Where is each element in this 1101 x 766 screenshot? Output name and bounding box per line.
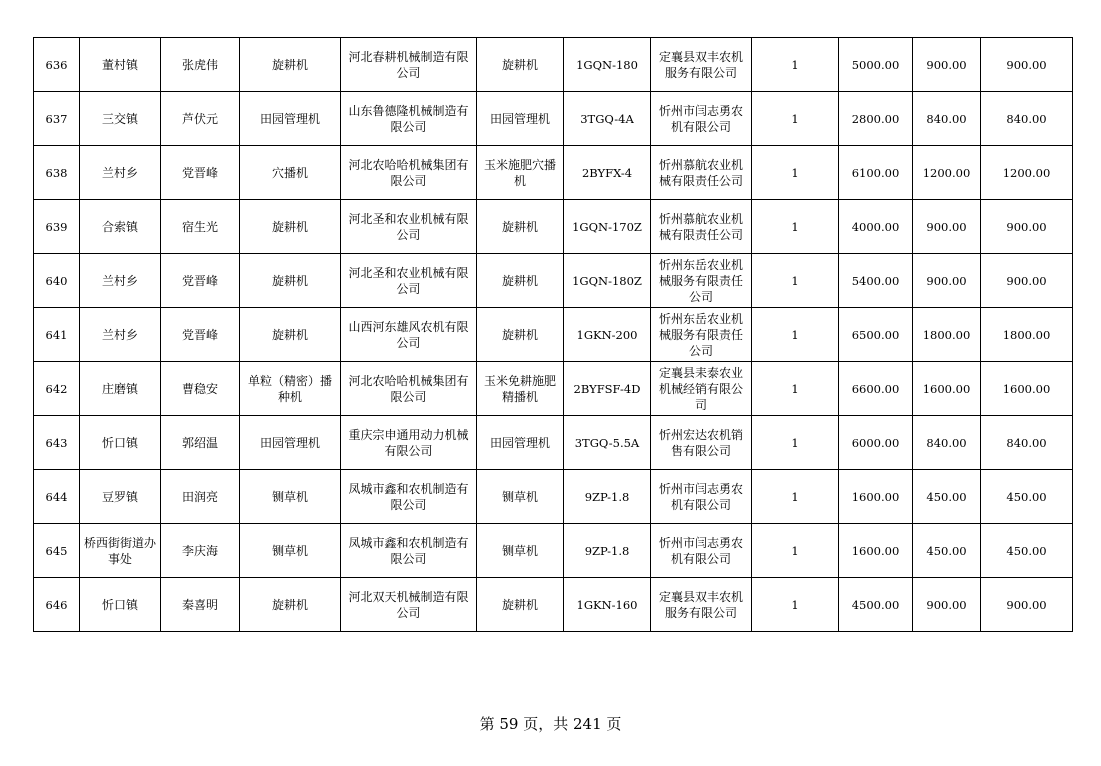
- cell-row-number: 645: [34, 524, 80, 578]
- cell-township: 董村镇: [80, 38, 161, 92]
- cell-subsidy-amount: 1200.00: [913, 146, 981, 200]
- cell-buyer-name: 郭绍温: [161, 416, 240, 470]
- cell-total-subsidy: 900.00: [981, 200, 1073, 254]
- cell-township: 三交镇: [80, 92, 161, 146]
- cell-machine-category: 单粒（精密）播种机: [240, 362, 341, 416]
- cell-quantity: 1: [752, 524, 839, 578]
- cell-model: 2BYFX-4: [564, 146, 651, 200]
- cell-model: 1GKN-160: [564, 578, 651, 632]
- cell-product-name: 铡草机: [477, 524, 564, 578]
- table-row: [34, 92, 1073, 146]
- cell-product-name: 旋耕机: [477, 200, 564, 254]
- cell-total-subsidy: 840.00: [981, 416, 1073, 470]
- cell-buyer-name: 李庆海: [161, 524, 240, 578]
- cell-quantity: 1: [752, 254, 839, 308]
- cell-quantity: 1: [752, 38, 839, 92]
- cell-subsidy-amount: 840.00: [913, 416, 981, 470]
- cell-machine-category: 旋耕机: [240, 308, 341, 362]
- cell-dealer: 忻州东岳农业机械服务有限责任公司: [651, 308, 752, 362]
- cell-machine-category: 铡草机: [240, 524, 341, 578]
- cell-sale-price: 6600.00: [839, 362, 913, 416]
- cell-subsidy-amount: 900.00: [913, 38, 981, 92]
- cell-row-number: 638: [34, 146, 80, 200]
- cell-model: 3TGQ-4A: [564, 92, 651, 146]
- cell-row-number: 642: [34, 362, 80, 416]
- table-row: [34, 200, 1073, 254]
- cell-subsidy-amount: 450.00: [913, 524, 981, 578]
- cell-product-name: 旋耕机: [477, 578, 564, 632]
- cell-buyer-name: 秦喜明: [161, 578, 240, 632]
- cell-total-subsidy: 450.00: [981, 524, 1073, 578]
- cell-township: 豆罗镇: [80, 470, 161, 524]
- cell-product-name: 田园管理机: [477, 92, 564, 146]
- cell-dealer: 忻州慕航农业机械有限责任公司: [651, 146, 752, 200]
- cell-township: 兰村乡: [80, 254, 161, 308]
- cell-quantity: 1: [752, 578, 839, 632]
- table-body: [34, 38, 1073, 632]
- cell-buyer-name: 田润亮: [161, 470, 240, 524]
- cell-sale-price: 1600.00: [839, 470, 913, 524]
- cell-machine-category: 旋耕机: [240, 578, 341, 632]
- cell-manufacturer: 河北春耕机械制造有限公司: [341, 38, 477, 92]
- cell-machine-category: 旋耕机: [240, 254, 341, 308]
- cell-row-number: 646: [34, 578, 80, 632]
- cell-quantity: 1: [752, 308, 839, 362]
- table-row: [34, 578, 1073, 632]
- cell-buyer-name: 张虎伟: [161, 38, 240, 92]
- page-footer: 第 59 页，共 241 页: [479, 715, 622, 733]
- cell-sale-price: 5000.00: [839, 38, 913, 92]
- cell-sale-price: 5400.00: [839, 254, 913, 308]
- cell-dealer: 定襄县耒泰农业机械经销有限公司: [651, 362, 752, 416]
- cell-dealer: 忻州市闫志勇农机有限公司: [651, 524, 752, 578]
- cell-total-subsidy: 900.00: [981, 578, 1073, 632]
- cell-machine-category: 旋耕机: [240, 200, 341, 254]
- cell-subsidy-amount: 900.00: [913, 200, 981, 254]
- cell-buyer-name: 芦伏元: [161, 92, 240, 146]
- table-row: [34, 416, 1073, 470]
- cell-township: 兰村乡: [80, 308, 161, 362]
- cell-model: 1GQN-180: [564, 38, 651, 92]
- cell-machine-category: 旋耕机: [240, 38, 341, 92]
- cell-subsidy-amount: 450.00: [913, 470, 981, 524]
- cell-sale-price: 6000.00: [839, 416, 913, 470]
- cell-manufacturer: 凤城市鑫和农机制造有限公司: [341, 524, 477, 578]
- cell-dealer: 定襄县双丰农机服务有限公司: [651, 38, 752, 92]
- cell-township: 桥西街街道办事处: [80, 524, 161, 578]
- cell-subsidy-amount: 1600.00: [913, 362, 981, 416]
- cell-quantity: 1: [752, 470, 839, 524]
- cell-manufacturer: 河北双天机械制造有限公司: [341, 578, 477, 632]
- cell-product-name: 玉米施肥穴播机: [477, 146, 564, 200]
- cell-total-subsidy: 1200.00: [981, 146, 1073, 200]
- cell-model: 1GKN-200: [564, 308, 651, 362]
- cell-quantity: 1: [752, 200, 839, 254]
- cell-machine-category: 穴播机: [240, 146, 341, 200]
- cell-dealer: 定襄县双丰农机服务有限公司: [651, 578, 752, 632]
- cell-model: 9ZP-1.8: [564, 524, 651, 578]
- cell-total-subsidy: 450.00: [981, 470, 1073, 524]
- cell-machine-category: 田园管理机: [240, 416, 341, 470]
- cell-total-subsidy: 900.00: [981, 38, 1073, 92]
- cell-buyer-name: 宿生光: [161, 200, 240, 254]
- table-row: [34, 38, 1073, 92]
- cell-product-name: 田园管理机: [477, 416, 564, 470]
- cell-sale-price: 4000.00: [839, 200, 913, 254]
- cell-manufacturer: 河北圣和农业机械有限公司: [341, 254, 477, 308]
- table-row: [34, 362, 1073, 416]
- cell-sale-price: 4500.00: [839, 578, 913, 632]
- cell-dealer: 忻州市闫志勇农机有限公司: [651, 92, 752, 146]
- cell-product-name: 旋耕机: [477, 254, 564, 308]
- cell-manufacturer: 河北圣和农业机械有限公司: [341, 200, 477, 254]
- cell-buyer-name: 党晋峰: [161, 146, 240, 200]
- table-row: [34, 524, 1073, 578]
- cell-row-number: 640: [34, 254, 80, 308]
- cell-sale-price: 1600.00: [839, 524, 913, 578]
- cell-row-number: 643: [34, 416, 80, 470]
- cell-row-number: 641: [34, 308, 80, 362]
- cell-township: 兰村乡: [80, 146, 161, 200]
- cell-product-name: 旋耕机: [477, 38, 564, 92]
- cell-subsidy-amount: 900.00: [913, 254, 981, 308]
- cell-subsidy-amount: 840.00: [913, 92, 981, 146]
- cell-model: 3TGQ-5.5A: [564, 416, 651, 470]
- cell-total-subsidy: 1600.00: [981, 362, 1073, 416]
- cell-dealer: 忻州东岳农业机械服务有限责任公司: [651, 254, 752, 308]
- cell-total-subsidy: 840.00: [981, 92, 1073, 146]
- cell-total-subsidy: 900.00: [981, 254, 1073, 308]
- cell-township: 庄磨镇: [80, 362, 161, 416]
- subsidy-table: [33, 37, 1073, 632]
- cell-manufacturer: 山西河东雄风农机有限公司: [341, 308, 477, 362]
- cell-quantity: 1: [752, 92, 839, 146]
- cell-manufacturer: 河北农哈哈机械集团有限公司: [341, 362, 477, 416]
- cell-total-subsidy: 1800.00: [981, 308, 1073, 362]
- cell-sale-price: 6100.00: [839, 146, 913, 200]
- cell-product-name: 玉米免耕施肥精播机: [477, 362, 564, 416]
- table-row: [34, 254, 1073, 308]
- table-row: [34, 146, 1073, 200]
- cell-product-name: 旋耕机: [477, 308, 564, 362]
- cell-row-number: 636: [34, 38, 80, 92]
- cell-dealer: 忻州宏达农机销售有限公司: [651, 416, 752, 470]
- cell-product-name: 铡草机: [477, 470, 564, 524]
- cell-manufacturer: 山东鲁德隆机械制造有限公司: [341, 92, 477, 146]
- cell-quantity: 1: [752, 362, 839, 416]
- cell-sale-price: 6500.00: [839, 308, 913, 362]
- cell-row-number: 639: [34, 200, 80, 254]
- cell-manufacturer: 重庆宗申通用动力机械有限公司: [341, 416, 477, 470]
- cell-dealer: 忻州慕航农业机械有限责任公司: [651, 200, 752, 254]
- cell-model: 9ZP-1.8: [564, 470, 651, 524]
- cell-township: 合索镇: [80, 200, 161, 254]
- cell-machine-category: 铡草机: [240, 470, 341, 524]
- table-row: [34, 470, 1073, 524]
- cell-township: 忻口镇: [80, 578, 161, 632]
- cell-dealer: 忻州市闫志勇农机有限公司: [651, 470, 752, 524]
- cell-manufacturer: 河北农哈哈机械集团有限公司: [341, 146, 477, 200]
- cell-township: 忻口镇: [80, 416, 161, 470]
- cell-model: 1GQN-170Z: [564, 200, 651, 254]
- cell-row-number: 637: [34, 92, 80, 146]
- cell-machine-category: 田园管理机: [240, 92, 341, 146]
- cell-quantity: 1: [752, 416, 839, 470]
- cell-subsidy-amount: 900.00: [913, 578, 981, 632]
- cell-buyer-name: 曹稳安: [161, 362, 240, 416]
- cell-model: 2BYFSF-4D: [564, 362, 651, 416]
- cell-buyer-name: 党晋峰: [161, 254, 240, 308]
- cell-quantity: 1: [752, 146, 839, 200]
- cell-subsidy-amount: 1800.00: [913, 308, 981, 362]
- cell-row-number: 644: [34, 470, 80, 524]
- table-row: [34, 308, 1073, 362]
- cell-model: 1GQN-180Z: [564, 254, 651, 308]
- cell-buyer-name: 党晋峰: [161, 308, 240, 362]
- cell-manufacturer: 凤城市鑫和农机制造有限公司: [341, 470, 477, 524]
- cell-sale-price: 2800.00: [839, 92, 913, 146]
